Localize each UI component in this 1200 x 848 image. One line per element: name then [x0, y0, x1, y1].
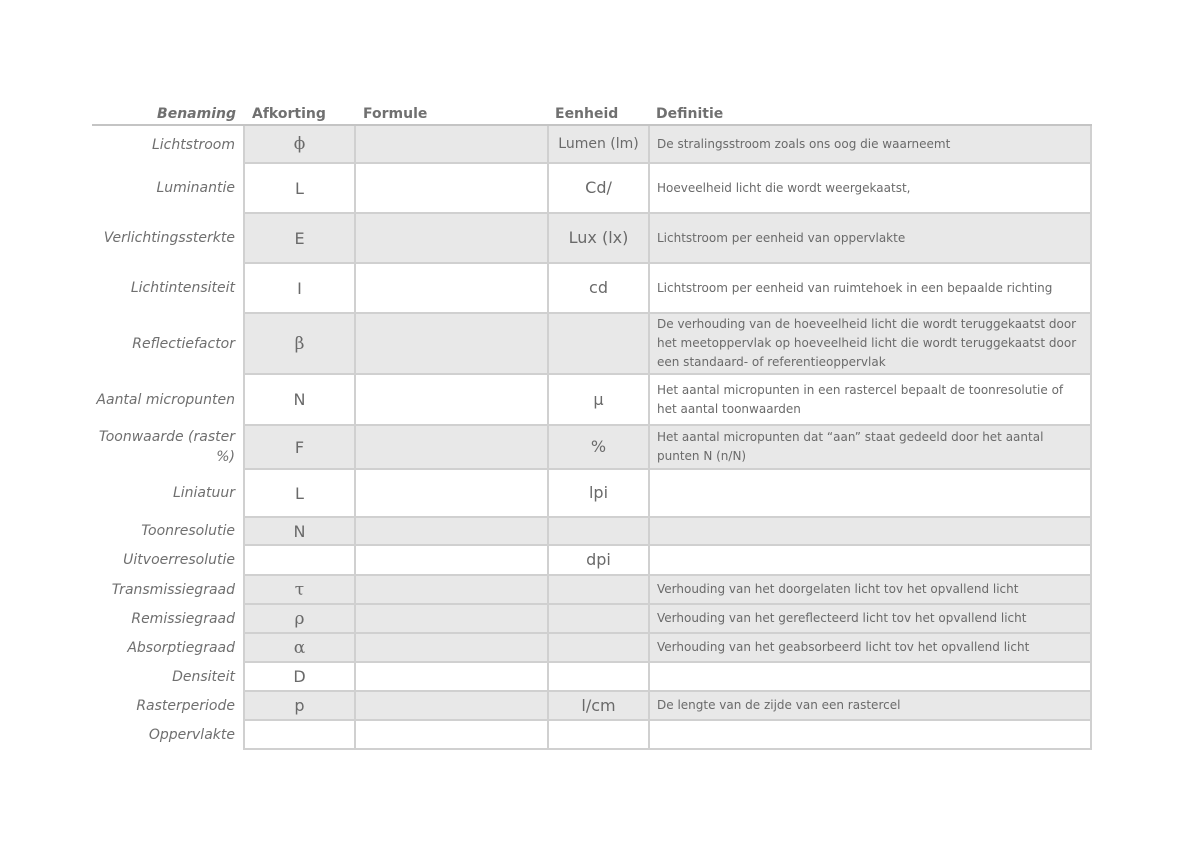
table-row [92, 545, 1091, 575]
header-row [92, 101, 1091, 125]
row-abbreviation: N [244, 517, 355, 545]
row-formula [355, 517, 548, 545]
table-row [92, 425, 1091, 469]
definitions-table [92, 101, 1092, 750]
row-formula [355, 575, 548, 604]
row-unit: Cd/ [548, 163, 649, 213]
row-name: Luminantie [92, 163, 244, 213]
row-definition: Verhouding van het doorgelaten licht tov het opvallend licht [649, 575, 1091, 604]
table-row [92, 691, 1091, 720]
header-name: Benaming [92, 101, 244, 125]
header-definition: Definitie [649, 101, 1091, 125]
row-definition: Lichtstroom per eenheid van ruimtehoek in een bepaalde richting [649, 263, 1091, 313]
row-unit [548, 313, 649, 374]
row-definition: Verhouding van het geabsorbeerd licht tov het opvallend licht [649, 633, 1091, 662]
row-abbreviation: β [244, 313, 355, 374]
row-abbreviation: I [244, 263, 355, 313]
table-body [92, 125, 1091, 749]
row-formula [355, 313, 548, 374]
row-unit [548, 662, 649, 691]
row-abbreviation: E [244, 213, 355, 263]
row-unit: μ [548, 374, 649, 425]
table-row [92, 604, 1091, 633]
row-abbreviation: τ [244, 575, 355, 604]
row-unit: l/cm [548, 691, 649, 720]
row-formula [355, 213, 548, 263]
row-definition: Het aantal micropunten dat “aan” staat gedeeld door het aantal punten N (n/N) [649, 425, 1091, 469]
row-abbreviation: F [244, 425, 355, 469]
row-definition: Het aantal micropunten in een rastercel bepaalt de toonresolutie of het aantal toonwaarden [649, 374, 1091, 425]
table-row [92, 720, 1091, 749]
row-formula [355, 425, 548, 469]
table-row [92, 662, 1091, 691]
row-unit [548, 604, 649, 633]
row-unit: % [548, 425, 649, 469]
row-unit [548, 720, 649, 749]
table-row [92, 517, 1091, 545]
row-definition: Hoeveelheid licht die wordt weergekaatst, [649, 163, 1091, 213]
row-definition: Verhouding van het gereflecteerd licht tov het opvallend licht [649, 604, 1091, 633]
row-abbreviation: ρ [244, 604, 355, 633]
row-name: Lichtintensiteit [92, 263, 244, 313]
row-abbreviation: N [244, 374, 355, 425]
row-definition: De stralingsstroom zoals ons oog die waarneemt [649, 125, 1091, 163]
row-definition: De lengte van de zijde van een rastercel [649, 691, 1091, 720]
row-name: Lichtstroom [92, 125, 244, 163]
row-abbreviation: D [244, 662, 355, 691]
row-name: Oppervlakte [92, 720, 244, 749]
row-formula [355, 720, 548, 749]
row-name: Transmissiegraad [92, 575, 244, 604]
row-definition [649, 545, 1091, 575]
row-formula [355, 662, 548, 691]
row-unit [548, 575, 649, 604]
row-formula [355, 545, 548, 575]
row-name: Uitvoerresolutie [92, 545, 244, 575]
row-abbreviation: ϕ [244, 125, 355, 163]
row-formula [355, 469, 548, 517]
header-abbreviation: Afkorting [244, 101, 355, 125]
row-formula [355, 691, 548, 720]
row-formula [355, 263, 548, 313]
row-formula [355, 633, 548, 662]
row-unit: Lumen (lm) [548, 125, 649, 163]
row-formula [355, 604, 548, 633]
row-unit: dpi [548, 545, 649, 575]
row-name: Remissiegraad [92, 604, 244, 633]
row-name: Densiteit [92, 662, 244, 691]
row-definition [649, 662, 1091, 691]
row-unit: lpi [548, 469, 649, 517]
row-name: Verlichtingssterkte [92, 213, 244, 263]
row-unit: cd [548, 263, 649, 313]
row-definition: Lichtstroom per eenheid van oppervlakte [649, 213, 1091, 263]
table-row [92, 313, 1091, 374]
table-row [92, 469, 1091, 517]
row-abbreviation [244, 545, 355, 575]
row-abbreviation: L [244, 163, 355, 213]
header-unit: Eenheid [548, 101, 649, 125]
row-name: Absorptiegraad [92, 633, 244, 662]
row-name: Reflectiefactor [92, 313, 244, 374]
row-definition [649, 720, 1091, 749]
row-formula [355, 374, 548, 425]
table-row [92, 125, 1091, 163]
table-row [92, 213, 1091, 263]
row-unit: Lux (lx) [548, 213, 649, 263]
table-row [92, 575, 1091, 604]
row-definition: De verhouding van de hoeveelheid licht die wordt teruggekaatst door het meetoppervlak op hoeveelheid licht die wordt teruggekaatst door een standaard- of referentieoppervlak [649, 313, 1091, 374]
row-definition [649, 517, 1091, 545]
table-row [92, 633, 1091, 662]
table-row [92, 163, 1091, 213]
row-abbreviation: α [244, 633, 355, 662]
row-abbreviation: L [244, 469, 355, 517]
row-name: Aantal micropunten [92, 374, 244, 425]
row-formula [355, 163, 548, 213]
table-row [92, 263, 1091, 313]
row-abbreviation: p [244, 691, 355, 720]
row-unit [548, 517, 649, 545]
row-formula [355, 125, 548, 163]
table-header [92, 101, 1091, 125]
row-unit [548, 633, 649, 662]
row-name: Toonwaarde (raster %) [92, 425, 244, 469]
row-name: Liniatuur [92, 469, 244, 517]
row-name: Toonresolutie [92, 517, 244, 545]
table-row [92, 374, 1091, 425]
row-definition [649, 469, 1091, 517]
row-abbreviation [244, 720, 355, 749]
header-formula: Formule [355, 101, 548, 125]
row-name: Rasterperiode [92, 691, 244, 720]
